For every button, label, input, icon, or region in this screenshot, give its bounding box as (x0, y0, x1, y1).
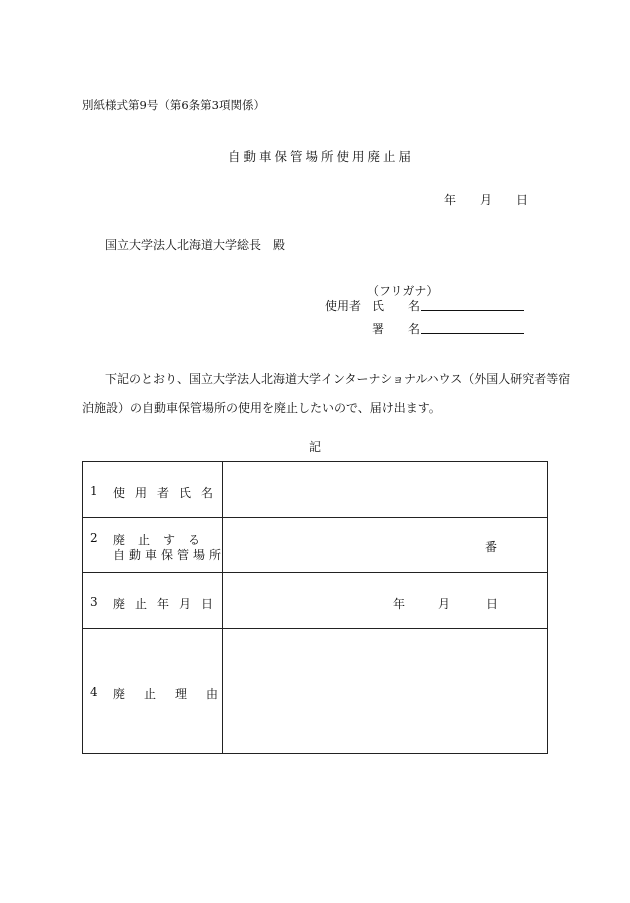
name-field[interactable] (421, 297, 524, 311)
row-label: 廃止する (113, 533, 214, 547)
row-number: 2 (90, 531, 98, 545)
date-year-label: 年 (444, 193, 457, 207)
parking-number-field[interactable] (223, 518, 478, 572)
abolish-date-field[interactable] (223, 573, 383, 628)
addressee: 国立大学法人北海道大学総長 殿 (105, 238, 286, 252)
table-row-date (83, 573, 547, 629)
table-row-parking (83, 518, 547, 573)
table-row-reason (83, 629, 547, 753)
date-month-label: 月 (480, 193, 493, 207)
signature-field[interactable] (421, 320, 524, 334)
row-number: 4 (90, 685, 98, 699)
body-line-1: 下記のとおり、国立大学法人北海道大学インターナショナルハウス（外国人研究者等宿 (105, 372, 571, 386)
reason-field[interactable] (223, 629, 548, 753)
row-label: 使用者氏名 (113, 486, 224, 500)
form-reference: 別紙様式第9号（第6条第3項関係） (82, 98, 265, 112)
user-label: 使用者 (325, 299, 362, 313)
parking-number-suffix: 番 (485, 540, 498, 554)
row-label-2: 自動車保管場所 (113, 548, 226, 562)
document-title: 自動車保管場所使用廃止届 (228, 149, 415, 164)
row-label: 廃止年月日 (113, 597, 224, 611)
date-day-unit: 日 (486, 597, 499, 611)
name-label-2: 名 (408, 299, 421, 313)
ki-heading: 記 (309, 440, 322, 454)
sign-label-1: 署 (372, 322, 385, 336)
table-row-user-name (83, 462, 547, 518)
body-line-2: 泊施設）の自動車保管場所の使用を廃止したいので、届け出ます。 (82, 401, 441, 415)
details-table (82, 461, 548, 754)
date-day-label: 日 (516, 193, 529, 207)
name-label-1: 氏 (372, 299, 385, 313)
row-label: 廃止理由 (113, 687, 238, 701)
furigana-label: （フリガナ） (367, 284, 439, 298)
date-year-unit: 年 (393, 597, 406, 611)
user-name-field[interactable] (223, 462, 548, 517)
sign-label-2: 名 (408, 322, 421, 336)
date-month-unit: 月 (438, 597, 451, 611)
row-number: 3 (90, 595, 98, 609)
row-number: 1 (90, 484, 98, 498)
